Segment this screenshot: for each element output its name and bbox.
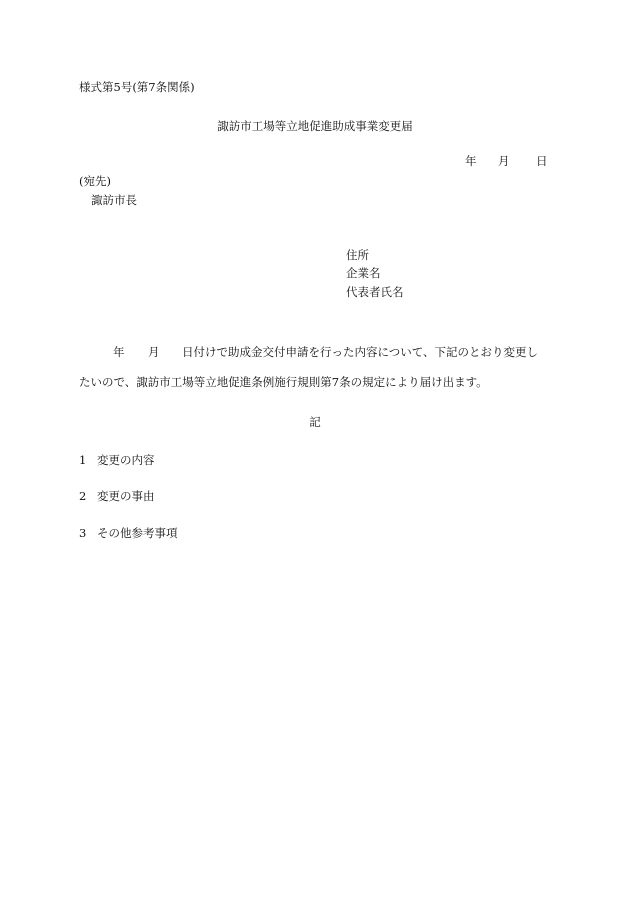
item-label: その他参考事項 <box>97 526 178 540</box>
body-line-1: 日付けで助成金交付申請を行った内容について、下記のとおり変更し <box>182 345 539 359</box>
item-number: 1 <box>79 453 87 467</box>
body-line-2: たいので、諏訪市工場等立地促進条例施行規則第7条の規定により届け出ます。 <box>79 375 488 389</box>
body-year-label: 年 <box>113 345 125 359</box>
date-day-label: 日 <box>536 154 548 168</box>
date-year-label: 年 <box>465 154 477 168</box>
addressee-name: 諏訪市長 <box>91 193 137 207</box>
item-number: 3 <box>79 526 87 540</box>
applicant-representative-label: 代表者氏名 <box>346 285 404 299</box>
document-title: 諏訪市工場等立地促進助成事業変更届 <box>217 119 413 133</box>
applicant-address-label: 住所 <box>346 248 369 262</box>
applicant-company-label: 企業名 <box>346 266 381 280</box>
item-label: 変更の事由 <box>97 489 155 503</box>
list-item <box>79 528 178 540</box>
item-number: 2 <box>79 489 87 503</box>
addressee-label: (宛先) <box>79 174 111 188</box>
ki-heading: 記 <box>309 415 321 429</box>
list-item <box>79 455 155 467</box>
body-month-label: 月 <box>148 345 160 359</box>
item-label: 変更の内容 <box>97 453 155 467</box>
list-item <box>79 491 155 503</box>
date-month-label: 月 <box>498 154 510 168</box>
form-number: 様式第5号(第7条関係) <box>79 80 195 94</box>
